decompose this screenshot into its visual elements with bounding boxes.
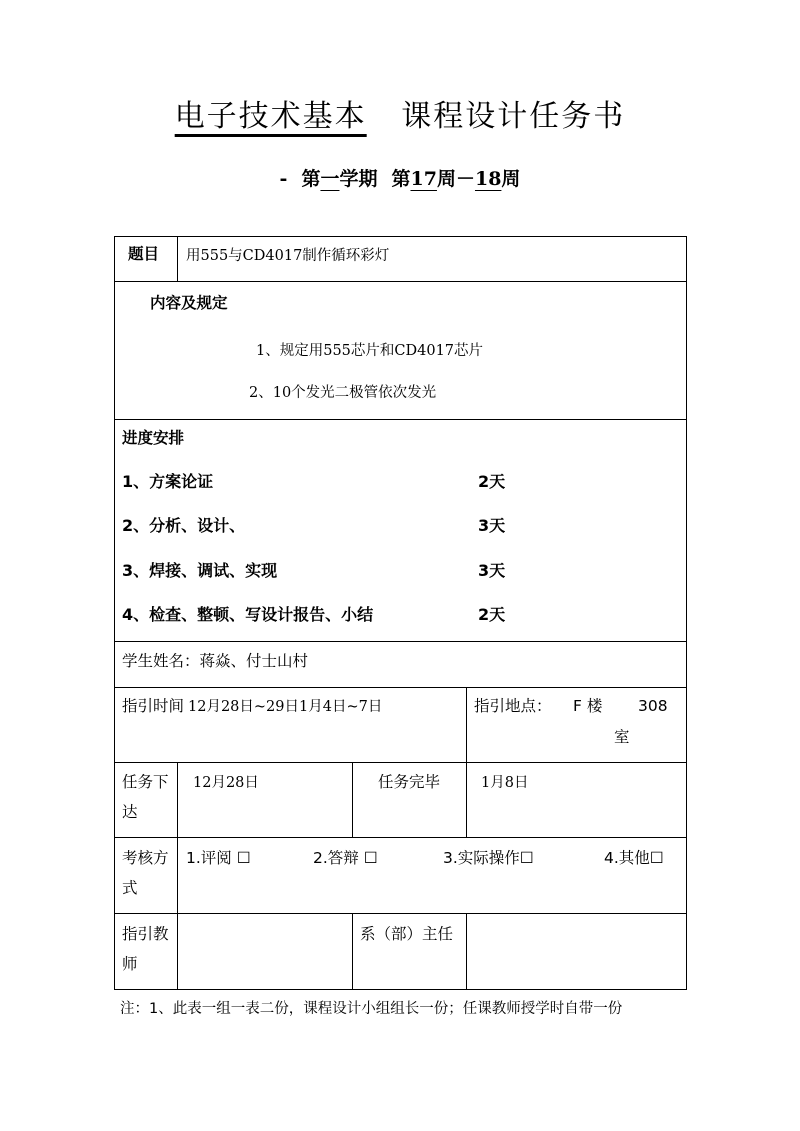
assign-label-1: 任务下	[122, 773, 169, 791]
teacher-value-cell	[177, 913, 353, 990]
assign-label-2: 达	[122, 803, 138, 821]
guide-time-value: 12月28日~29日1月4日~7日	[188, 699, 383, 715]
week-mid: 周－	[436, 168, 475, 190]
exam-option-practice[interactable]: 3.实际操作☐	[443, 849, 534, 867]
document-title	[0, 96, 800, 138]
schedule-days-2: 3天	[478, 516, 506, 535]
assign-value: 12月28日	[193, 775, 259, 791]
finish-label: 任务完毕	[378, 773, 441, 791]
footnote: 注：1、此表一组一表二份，课程设计小组组长一份；任课教师授学时自带一份	[120, 1001, 623, 1017]
schedule-task-4: 4、检查、整顿、写设计报告、小结	[122, 605, 374, 624]
week-end: 18	[474, 168, 502, 190]
dept-label: 系（部）主任	[360, 925, 454, 943]
schedule-task-1: 1、方案论证	[122, 472, 214, 491]
exam-option-defense[interactable]: 2.答辩 ☐	[313, 849, 378, 867]
semester-suffix: 学期	[339, 168, 378, 190]
schedule-days-1: 2天	[478, 472, 506, 491]
title-subject: 电子技术基本	[174, 99, 367, 134]
semester-prefix: 第	[301, 168, 321, 190]
schedule-task-2: 2、分析、设计、	[122, 516, 246, 535]
semester-term: 一	[320, 168, 340, 190]
exam-option-other[interactable]: 4.其他☐	[604, 849, 664, 867]
schedule-task-3: 3、焊接、调试、实现	[122, 561, 278, 580]
semester-line	[0, 165, 800, 193]
topic-value: 用555与CD4017制作循环彩灯	[186, 248, 390, 264]
week-prefix: 第	[391, 168, 411, 190]
schedule-days-4: 2天	[478, 605, 506, 624]
exam-label-1: 考核方	[122, 849, 169, 867]
schedule-label: 进度安排	[122, 429, 185, 447]
content-item-2: 2、10个发光二极管依次发光	[249, 385, 437, 401]
semester-dash: -	[279, 168, 288, 190]
week-start: 17	[410, 168, 437, 190]
title-rest: 课程设计任务书	[401, 99, 626, 134]
title-gap	[367, 99, 402, 134]
exam-label-2: 式	[122, 879, 138, 897]
topic-label: 题目	[128, 245, 160, 263]
guide-place-value-1: F 楼	[573, 697, 603, 715]
dept-value-cell	[466, 913, 687, 990]
content-label: 内容及规定	[150, 294, 228, 312]
teacher-label-2: 师	[122, 955, 138, 973]
guide-place-label: 指引地点：	[474, 697, 552, 715]
guide-place-value-2: 308	[638, 697, 668, 715]
student-label: 学生姓名：蒋焱、付士山村	[122, 652, 309, 670]
teacher-label-1: 指引教	[122, 925, 169, 943]
schedule-days-3: 3天	[478, 561, 506, 580]
finish-value: 1月8日	[481, 775, 529, 791]
week-suffix: 周	[501, 168, 521, 190]
guide-time-label: 指引时间	[122, 697, 185, 715]
content-item-1: 1、规定用555芯片和CD4017芯片	[256, 343, 484, 359]
guide-place-value-3: 室	[614, 728, 630, 746]
exam-option-review[interactable]: 1.评阅 ☐	[186, 849, 251, 867]
